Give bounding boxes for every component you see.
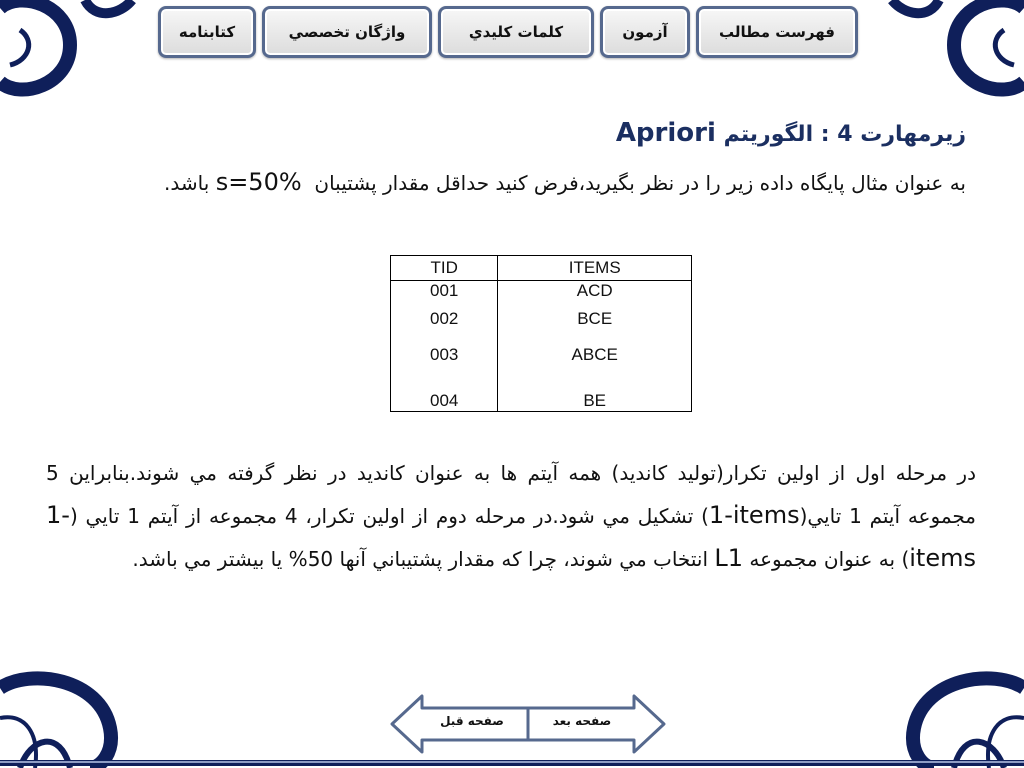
page-title-algorithm-name: Apriori bbox=[615, 118, 716, 148]
nav-button-quiz[interactable]: آزمون bbox=[600, 6, 690, 58]
nav-button-bibliography[interactable]: كتابنامه bbox=[158, 6, 256, 58]
page-title-text: زیرمهارت 4 : الگوریتم bbox=[723, 122, 966, 147]
table-row bbox=[391, 281, 692, 310]
previous-page-button[interactable] bbox=[390, 694, 530, 754]
page-title bbox=[616, 118, 966, 148]
term-1-items: 1-items bbox=[708, 501, 800, 529]
explanation-text-1: در مرحله اول از اولین تکرار(تولید کاندید) همه آیتم ها به عنوان کاندید در نظر گرفته مي شوند.بنابراین 5 مجموعه آیتم 1 تايي( bbox=[46, 461, 976, 528]
term-1-items-second: 1-items bbox=[46, 501, 976, 572]
intro-end-text: باشد. bbox=[164, 171, 210, 195]
items-cell: BCE bbox=[498, 309, 692, 345]
nav-button-contents[interactable]: فهرست مطالب bbox=[696, 6, 858, 58]
min-support-value: s=50% bbox=[215, 168, 302, 196]
intro-text: به عنوان مثال پایگاه داده زیر را در نظر بگیرید،فرض کنید حداقل مقدار پشتیبان bbox=[314, 171, 966, 195]
next-page-button[interactable] bbox=[526, 694, 666, 754]
next-page-label: صفحه بعد bbox=[552, 714, 612, 728]
transaction-table bbox=[390, 255, 692, 412]
bottom-border-line bbox=[0, 758, 1024, 768]
top-navigation bbox=[158, 4, 858, 60]
nav-button-glossary[interactable]: واژگان تخصصي bbox=[262, 6, 432, 58]
tid-cell: 001 bbox=[391, 281, 498, 310]
corner-ornament-bottom-right bbox=[874, 668, 1024, 768]
table-row bbox=[391, 309, 692, 345]
tid-cell: 004 bbox=[391, 381, 498, 412]
items-cell: ABCE bbox=[498, 345, 692, 381]
explanation-text-2: ) تشکیل مي شود.در مرحله دوم از اولین تکرار، 4 مجموعه از آیتم 1 تايي ( bbox=[69, 504, 709, 528]
nav-button-keywords[interactable]: كلمات كليدي bbox=[438, 6, 594, 58]
intro-paragraph bbox=[86, 162, 966, 203]
term-l1: L1 bbox=[714, 544, 744, 572]
items-cell: BE bbox=[498, 381, 692, 412]
explanation-text-3: ) به عنوان مجموعه bbox=[749, 547, 910, 571]
corner-ornament-top-left bbox=[0, 0, 150, 100]
table-row bbox=[391, 381, 692, 412]
items-cell: ACD bbox=[498, 281, 692, 310]
explanation-paragraph bbox=[46, 452, 976, 580]
tid-cell: 002 bbox=[391, 309, 498, 345]
table-row bbox=[391, 345, 692, 381]
explanation-text-4: انتخاب مي شوند، چرا که مقدار پشتيباني آنها 50% يا بيشتر مي باشد. bbox=[132, 547, 709, 571]
table-header-items: ITEMS bbox=[498, 256, 692, 281]
table-header-tid: TID bbox=[391, 256, 498, 281]
previous-page-label: صفحه قبل bbox=[440, 714, 504, 728]
tid-cell: 003 bbox=[391, 345, 498, 381]
corner-ornament-bottom-left bbox=[0, 668, 150, 768]
corner-ornament-top-right bbox=[874, 0, 1024, 100]
